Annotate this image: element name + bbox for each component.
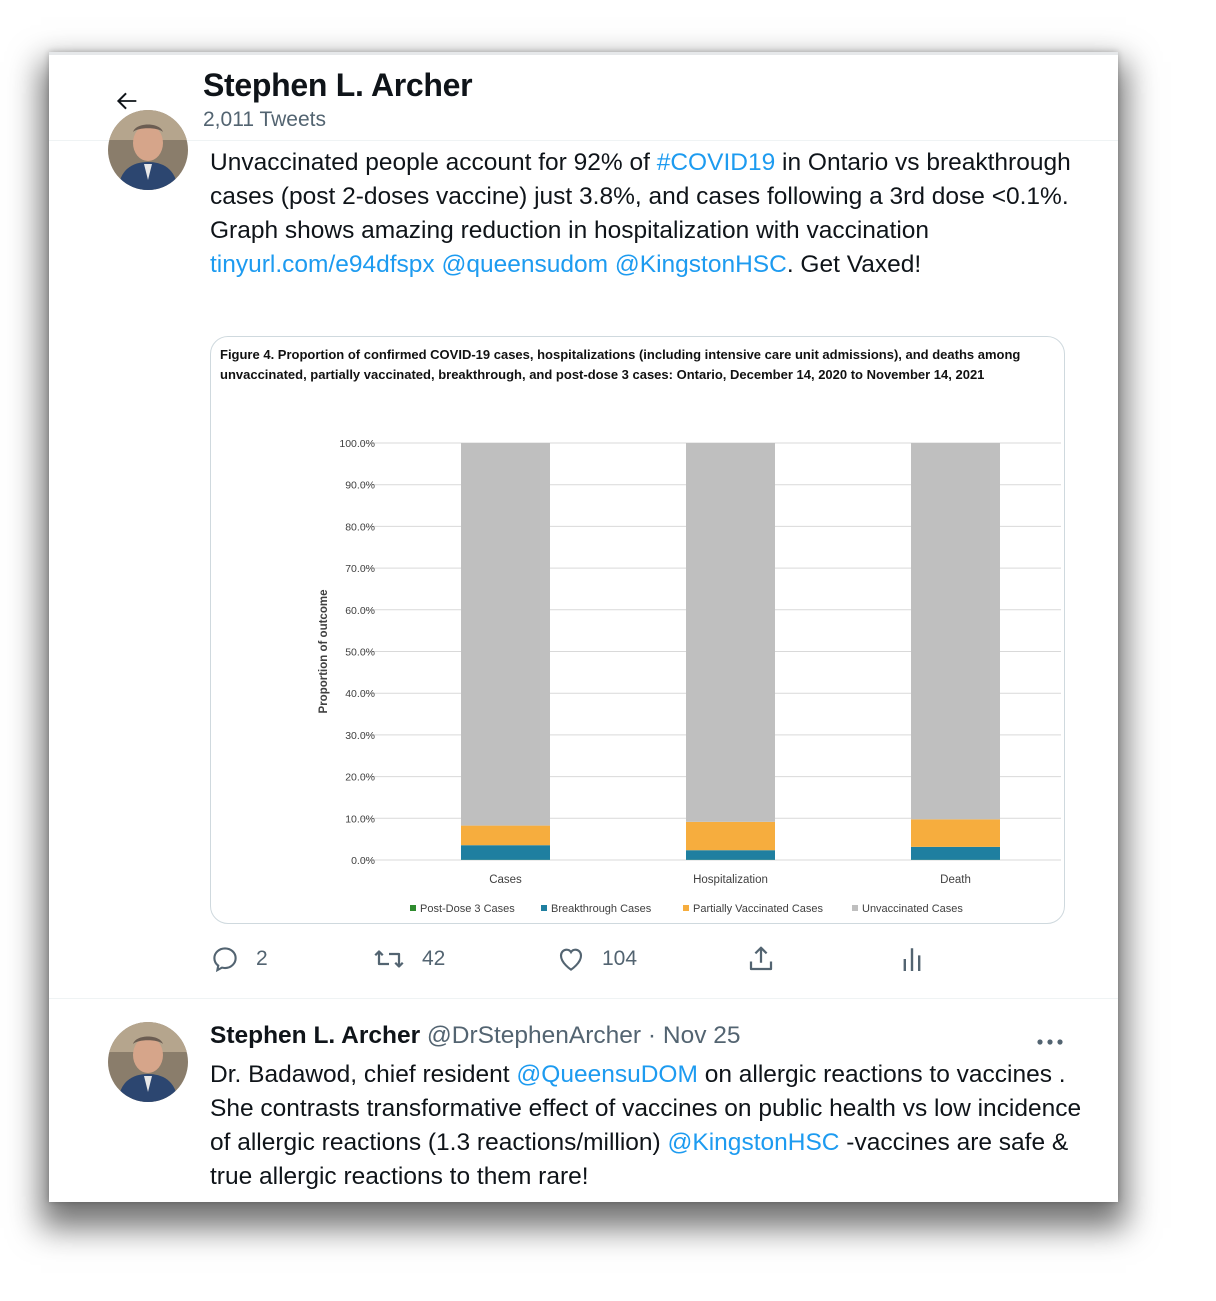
reply-icon (210, 944, 240, 974)
more-dots-icon (1035, 1037, 1065, 1047)
author-name[interactable]: Stephen L. Archer (210, 1022, 421, 1049)
more-options-button[interactable] (1035, 1034, 1065, 1052)
legend-swatch (683, 905, 689, 911)
share-icon (746, 944, 776, 974)
retweet-button[interactable] (372, 944, 445, 974)
twitter-window (49, 52, 1118, 1202)
x-tick-label: Death (940, 874, 971, 886)
bar-segment (461, 826, 550, 846)
tweet-date[interactable]: Nov 25 (662, 1022, 741, 1049)
y-tick-label: 60.0% (345, 604, 375, 617)
y-axis-label: Proportion of outcome (318, 589, 330, 714)
legend-label: Unvaccinated Cases (862, 903, 963, 915)
retweet-count: 42 (422, 947, 446, 970)
x-tick-label: Hospitalization (693, 874, 768, 886)
y-tick-label: 100.0% (339, 438, 375, 450)
tweet-text (210, 146, 1090, 282)
mention-link[interactable]: @KingstonHSC (614, 251, 787, 278)
profile-header (49, 55, 1118, 141)
x-tick-label: Cases (489, 874, 522, 886)
tweet-text-part: on allergic reactions to vaccines . She contrasts transformative effect of vaccines on public health vs low incidence of allergic reactions (1.3 reactions/million) (210, 1061, 1082, 1156)
y-tick-label: 50.0% (345, 646, 375, 659)
y-tick-label: 40.0% (345, 688, 375, 701)
bar-segment (911, 847, 1000, 860)
like-count: 104 (602, 947, 638, 970)
legend-swatch (852, 905, 858, 911)
tweet-count: 2,011 Tweets (203, 108, 326, 131)
legend-label: Breakthrough Cases (551, 903, 652, 915)
y-tick-label: 30.0% (345, 729, 375, 742)
tweet-text-part: in Ontario vs breakthrough cases (post 2-doses vaccine) just 3.8%, and cases following a 3rd dose <0.1%. Graph shows amazing reduction in hospitalization with vaccination (210, 149, 1071, 244)
analytics-icon (900, 944, 924, 974)
tweet-divider (49, 998, 1118, 999)
reply-button[interactable] (210, 944, 268, 974)
share-button[interactable] (746, 944, 776, 974)
url-link[interactable]: tinyurl.com/e94dfspx (210, 251, 435, 278)
avatar[interactable] (108, 1022, 188, 1102)
profile-name: Stephen L. Archer (203, 67, 473, 103)
tweet-actions (210, 944, 1070, 984)
tweet-text-part: Unvaccinated people account for 92% of (210, 149, 657, 176)
tweet-text-part: -vaccines are safe & true allergic reactions to them rare! (210, 1129, 1069, 1190)
bar-segment (686, 443, 775, 822)
bar-segment (911, 443, 1000, 819)
legend-label: Partially Vaccinated Cases (693, 903, 824, 915)
legend-swatch (541, 905, 547, 911)
figure-title: Figure 4. Proportion of confirmed COVID-19 cases, hospitalizations (including intensive care unit admissions), and deaths among unvaccinated, partially vaccinated, breakthrough, and post-dose 3 cases: Ontario, December 14, 2020 to November 14, 2021 (220, 347, 1021, 382)
media-card[interactable] (210, 336, 1065, 924)
retweet-icon (372, 944, 406, 974)
heart-icon (556, 944, 586, 974)
author-handle[interactable]: @DrStephenArcher (426, 1022, 642, 1049)
avatar[interactable] (108, 110, 188, 190)
mention-link[interactable]: @queensudom (441, 251, 609, 278)
y-tick-label: 90.0% (345, 479, 375, 492)
legend-swatch (410, 905, 416, 911)
mention-link[interactable]: @QueensuDOM (516, 1061, 698, 1088)
legend-label: Post-Dose 3 Cases (420, 903, 515, 915)
mention-link[interactable]: @KingstonHSC (667, 1129, 840, 1156)
stacked-bar-chart (211, 337, 1065, 924)
reply-count: 2 (256, 947, 268, 970)
bar-segment (461, 443, 550, 826)
bar-segment (686, 822, 775, 850)
y-tick-label: 20.0% (345, 771, 375, 784)
tweet-header (210, 1022, 741, 1050)
tweet-text-part: . Get Vaxed! (786, 251, 922, 278)
analytics-button[interactable] (900, 944, 924, 974)
bar-segment (686, 850, 775, 860)
bar-segment (461, 845, 550, 860)
meta-separator: · (641, 1022, 663, 1049)
y-tick-label: 10.0% (345, 813, 375, 826)
like-button[interactable] (556, 944, 637, 974)
bar-segment (911, 819, 1000, 847)
y-tick-label: 0.0% (351, 855, 375, 867)
y-tick-label: 70.0% (345, 563, 375, 576)
avatar-photo-icon (108, 110, 188, 190)
y-tick-label: 80.0% (345, 521, 375, 534)
tweet-text-part: Dr. Badawod, chief resident (210, 1061, 517, 1088)
avatar-photo-icon (108, 1022, 188, 1102)
hashtag-link[interactable]: #COVID19 (656, 149, 776, 176)
tweet-text (210, 1058, 1090, 1194)
